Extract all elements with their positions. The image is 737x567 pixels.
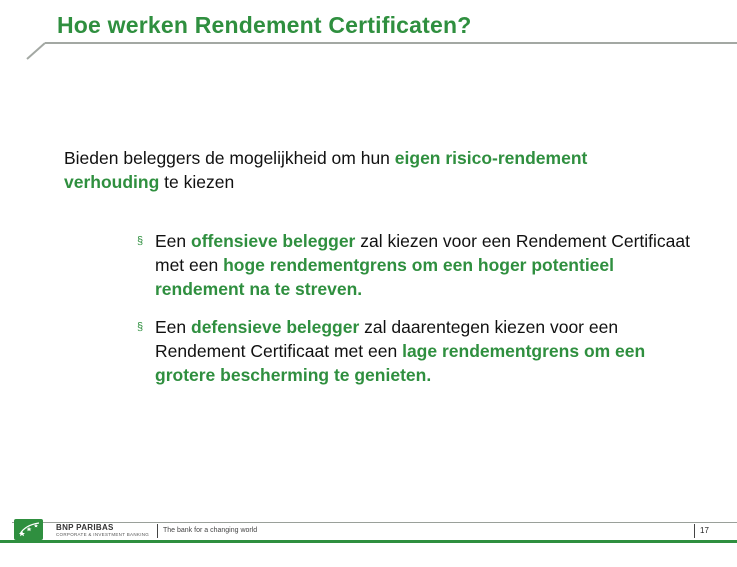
footer-separator [694, 524, 695, 538]
intro-paragraph [64, 146, 684, 194]
bullet-highlight: lage rendementgrens om een grotere bescherming te genieten. [155, 341, 646, 385]
intro-highlight: eigen risico-rendement verhouding [64, 148, 588, 192]
bullet-marker: § [137, 321, 144, 333]
intro-text-post: te kiezen [159, 172, 235, 192]
brand-tagline: The bank for a changing world [163, 527, 258, 534]
bullet-defensive [137, 315, 697, 387]
bullet-highlight: hoge rendementgrens om een hoger potentieel rendement na te streven. [155, 255, 615, 299]
page-number: 17 [700, 526, 709, 535]
bullet-highlight: defensieve belegger [191, 317, 360, 337]
bnp-paribas-stars-logo-icon [14, 519, 43, 540]
bullet-text [155, 229, 697, 301]
footer-divider [12, 522, 737, 523]
bullet-highlight: offensieve belegger [191, 231, 356, 251]
bullet-text-part: zal kiezen voor een Rendement Certificaat met een [155, 231, 690, 275]
bullet-text-part: zal daarentegen kiezen voor een Rendement Certificaat met een [155, 317, 619, 361]
brand-division: CORPORATE & INVESTMENT BANKING [56, 532, 150, 537]
bullet-marker: § [137, 235, 144, 247]
footer-separator [157, 524, 158, 538]
brand-name: BNP PARIBAS [56, 523, 114, 532]
slide-title: Hoe werken Rendement Certificaten? [57, 12, 472, 38]
footer-band [0, 540, 737, 543]
bullet-text-part: Een [155, 231, 191, 251]
title-rule [0, 0, 737, 70]
bullet-text-part: Een [155, 317, 191, 337]
bullet-text [155, 315, 697, 387]
intro-text-pre: Bieden beleggers de mogelijkheid om hun [64, 148, 395, 168]
bullet-offensive [137, 229, 697, 301]
